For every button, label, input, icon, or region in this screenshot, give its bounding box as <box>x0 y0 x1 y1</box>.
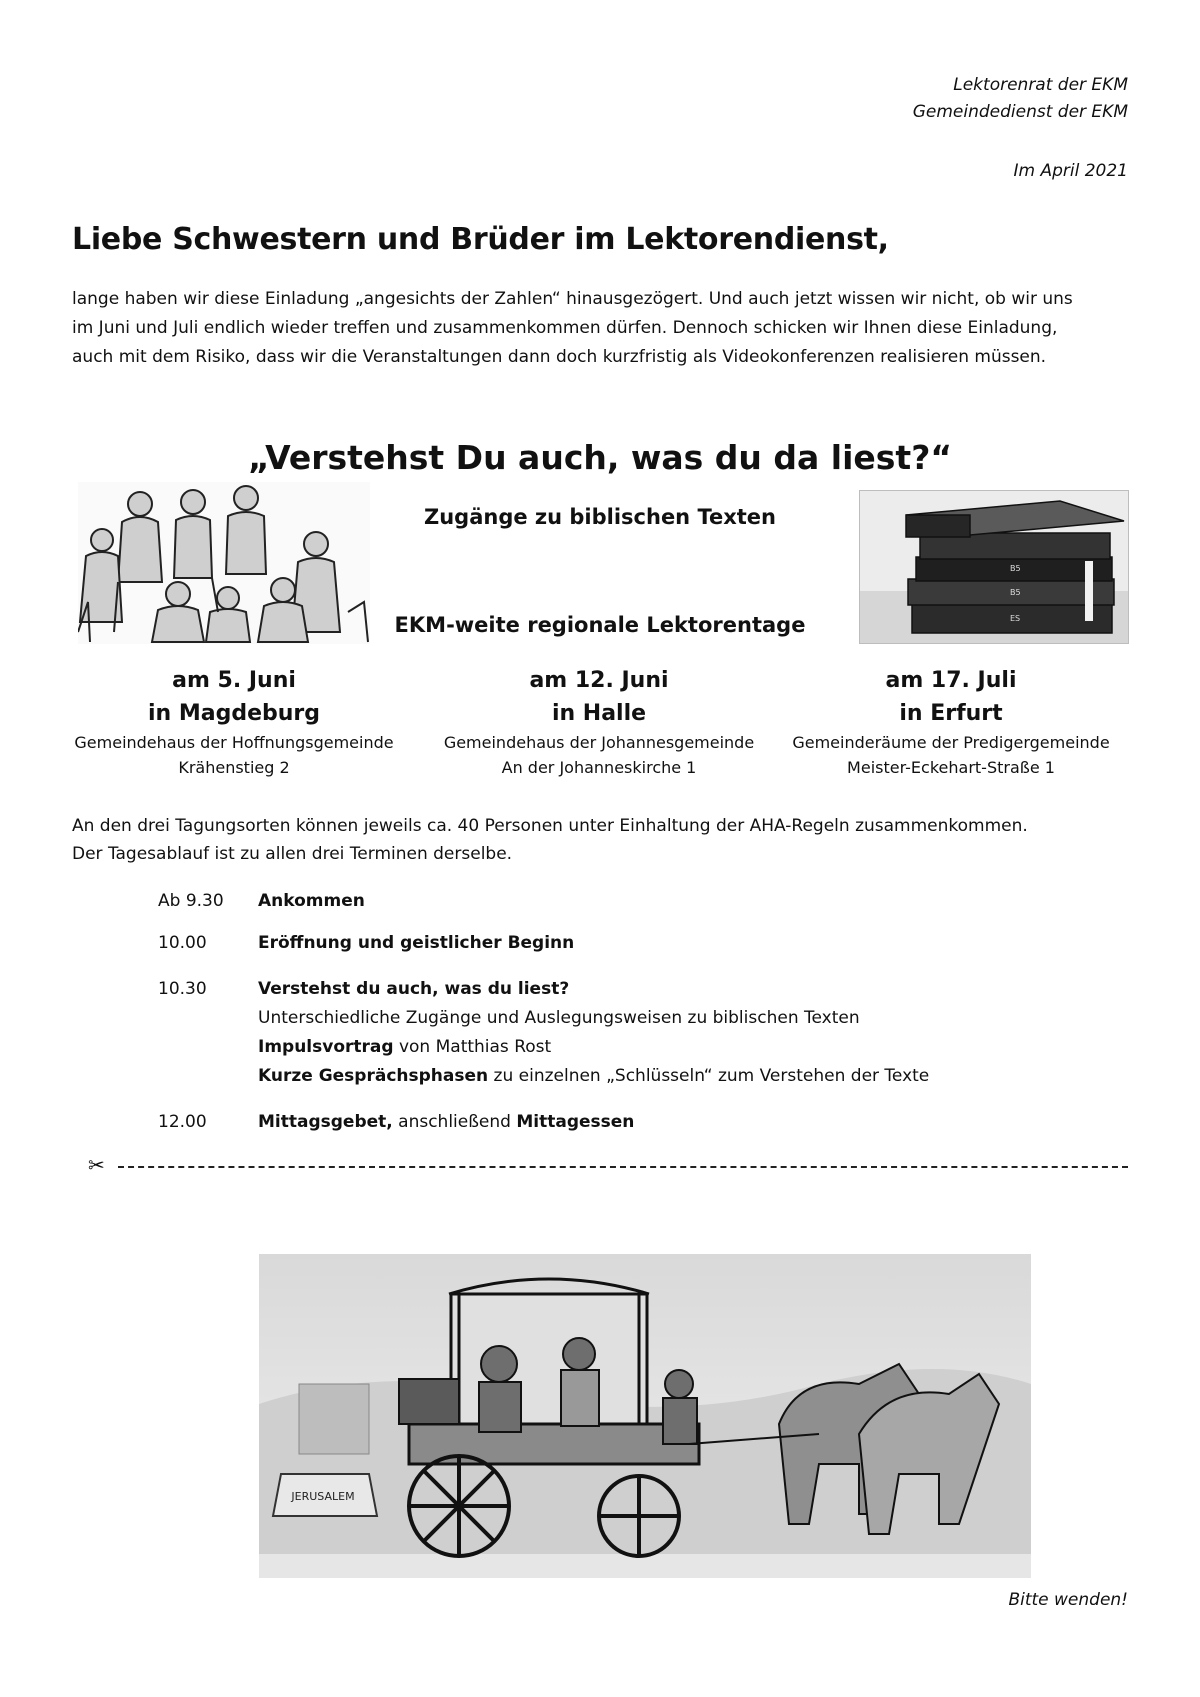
schedule-line <box>258 1062 1158 1091</box>
schedule-bold: Mittagessen <box>516 1112 635 1132</box>
event-city: in Erfurt <box>899 701 1003 726</box>
event-erfurt <box>776 664 1126 780</box>
schedule-line <box>258 1033 1158 1062</box>
header-date: Im April 2021 <box>1013 161 1128 181</box>
intro-line: auch mit dem Risiko, dass wir die Veranstaltungen dann doch kurzfristig als Videokonferenzen realisieren müssen. <box>72 347 1047 367</box>
schedule-time: 10.00 <box>158 933 207 953</box>
schedule-title: Eröffnung und geistlicher Beginn <box>258 933 575 953</box>
schedule-title: Verstehst du auch, was du liest? <box>258 979 570 999</box>
svg-text:B5: B5 <box>1010 588 1021 597</box>
event-venue: Gemeindehaus der Hoffnungsgemeinde <box>74 733 394 752</box>
svg-text:B5: B5 <box>1010 564 1021 573</box>
footer-note: Bitte wenden! <box>1008 1590 1128 1610</box>
info-line: An den drei Tagungsorten können jeweils ca. 40 Personen unter Einhaltung der AHA-Regeln zusammenkommen. <box>72 816 1028 836</box>
schedule-text: anschließend <box>392 1112 517 1132</box>
event-address: Krähenstieg 2 <box>178 758 290 777</box>
schedule-title <box>258 1108 1158 1137</box>
schedule-line: Unterschiedliche Zugänge und Auslegungsweisen zu biblischen Texten <box>258 1008 860 1028</box>
event-magdeburg <box>59 664 409 780</box>
event-venue: Gemeinderäume der Predigergemeinde <box>792 733 1110 752</box>
event-city: in Magdeburg <box>147 701 321 726</box>
header-org2: Gemeindedienst der EKM <box>912 102 1128 122</box>
dashed-divider <box>118 1166 1128 1168</box>
cut-line <box>88 1153 1128 1177</box>
info-line: Der Tagesablauf ist zu allen drei Terminen derselbe. <box>72 844 513 864</box>
schedule-details <box>258 975 1158 1091</box>
group-discussion-illustration <box>78 482 370 644</box>
header-org1: Lektorenrat der EKM <box>953 75 1128 95</box>
books-photo <box>859 490 1129 644</box>
intro-line: lange haben wir diese Einladung „angesichts der Zahlen“ hinausgezögert. Und auch jetzt wissen wir nicht, ob wir uns <box>72 289 1073 309</box>
main-title: „Verstehst Du auch, was du da liest?“ <box>247 438 953 477</box>
event-address: Meister-Eckehart-Straße 1 <box>847 758 1055 777</box>
event-city: in Halle <box>551 701 647 726</box>
subtitle: Zugänge zu biblischen Texten <box>423 505 777 529</box>
jerusalem-sign: JERUSALEM <box>291 1490 355 1503</box>
schedule-text: von Matthias Rost <box>393 1037 552 1057</box>
scissors-icon: ✂ <box>88 1153 105 1177</box>
schedule-bold: Mittagsgebet, <box>258 1112 393 1132</box>
greeting: Liebe Schwestern und Brüder im Lektorendienst, <box>72 222 889 257</box>
event-venue: Gemeindehaus der Johannesgemeinde <box>443 733 755 752</box>
event-date: am 12. Juni <box>529 668 669 693</box>
intro-paragraph <box>72 285 1132 372</box>
event-series-title: EKM-weite regionale Lektorentage <box>394 613 806 637</box>
event-date: am 17. Juli <box>885 668 1017 693</box>
schedule-time: 10.30 <box>158 979 207 999</box>
schedule-time: Ab 9.30 <box>158 891 224 911</box>
svg-text:ES: ES <box>1010 614 1021 623</box>
event-halle <box>424 664 774 780</box>
intro-line: im Juni und Juli endlich wieder treffen und zusammenkommen dürfen. Dennoch schicken wir Ihnen diese Einladung, <box>72 318 1058 338</box>
info-paragraph <box>72 812 1152 868</box>
schedule-bold: Impulsvortrag <box>258 1037 394 1057</box>
carriage-illustration <box>259 1254 1031 1578</box>
schedule-text: zu einzelnen „Schlüsseln“ zum Verstehen der Texte <box>488 1066 930 1086</box>
schedule-title: Ankommen <box>258 891 365 911</box>
event-date: am 5. Juni <box>172 668 296 693</box>
event-address: An der Johanneskirche 1 <box>501 758 697 777</box>
schedule-time: 12.00 <box>158 1112 207 1132</box>
schedule-bold: Kurze Gesprächsphasen <box>258 1066 489 1086</box>
